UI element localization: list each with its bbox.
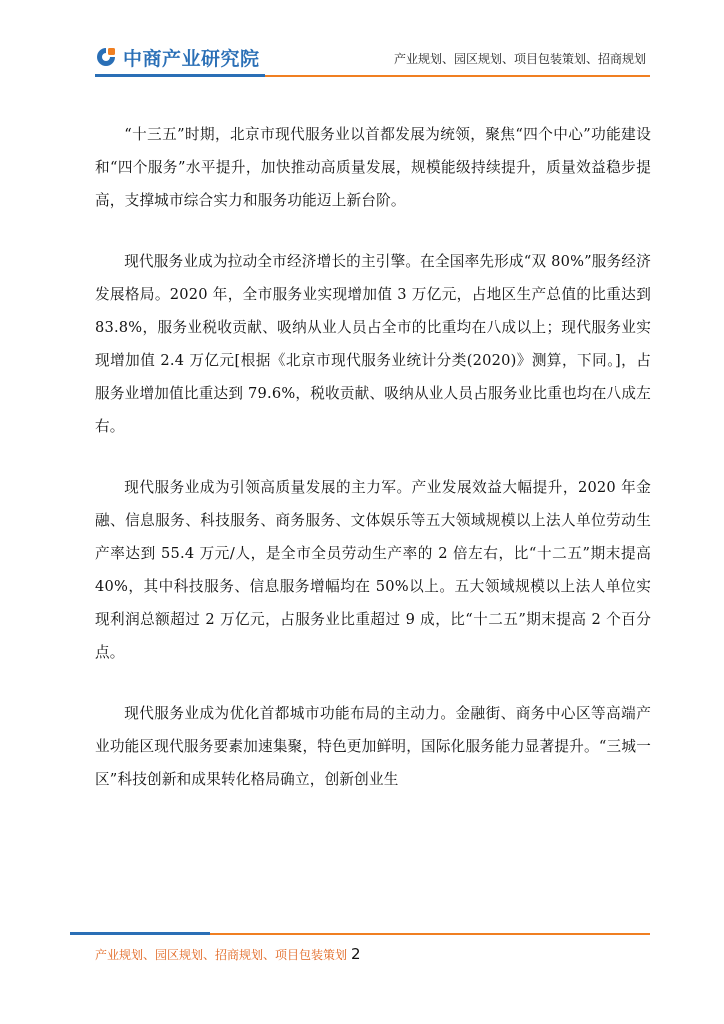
header-rule-blue: [95, 74, 265, 77]
paragraph: 现代服务业成为优化首都城市功能布局的主动力。金融街、商务中心区等高端产业功能区现代服务要素加速集聚，特色更加鲜明，国际化服务能力显著提升。“三城一区”科技创新和成果转化格局确立，创新创业生: [95, 705, 651, 788]
header-rule-orange: [265, 75, 650, 77]
paragraph: 现代服务业成为引领高质量发展的主力军。产业发展效益大幅提升，2020 年金融、信息服务、科技服务、商务服务、文体娱乐等五大领域规模以上法人单位劳动生产率达到 55.4 万元/人，是全市全员劳动生产率的 2 倍左右，比“十二五”期末提高 40%，其中科技服务、信息服务增幅均在 50%以上。五大领域规模以上法人单位实现利润总额超过 2 万亿元，占服务业比重超过 9 成，比“十二五”期末提高 2 个百分点。: [95, 479, 651, 661]
header-tagline: 产业规划、园区规划、项目包装策划、招商规划: [393, 52, 646, 66]
footer-rule-orange: [210, 933, 650, 935]
logo-text: 中商产业研究院: [123, 47, 260, 70]
page-header: [0, 0, 724, 80]
page-number: 2: [351, 945, 361, 963]
company-logo: [95, 44, 260, 70]
paragraph: 现代服务业成为拉动全市经济增长的主引擎。在全国率先形成“双 80%”服务经济发展格局。2020 年，全市服务业实现增加值 3 万亿元，占地区生产总值的比重达到 83.8%，服务业税收贡献、吸纳从业人员占全市的比重均在八成以上；现代服务业实现增加值 2.4 万亿元[根据《北京市现代服务业统计分类(2020)》测算，下同。]，占服务业增加值比重达到 79.6%，税收贡献、吸纳从业人员占服务业比重也均在八成左右。: [95, 253, 651, 435]
paragraph: “十三五”时期，北京市现代服务业以首都发展为统领，聚焦“四个中心”功能建设和“四个服务”水平提升，加快推动高质量发展，规模能级持续提升，质量效益稳步提高，支撑城市综合实力和服务功能迈上新台阶。: [95, 126, 651, 209]
page-footer: [95, 945, 361, 963]
zhongshang-logo-icon: [95, 46, 117, 68]
footer-rule-blue: [70, 932, 210, 935]
footer-text: 产业规划、园区规划、招商规划、项目包装策划: [95, 948, 348, 962]
body-text: [95, 118, 651, 824]
